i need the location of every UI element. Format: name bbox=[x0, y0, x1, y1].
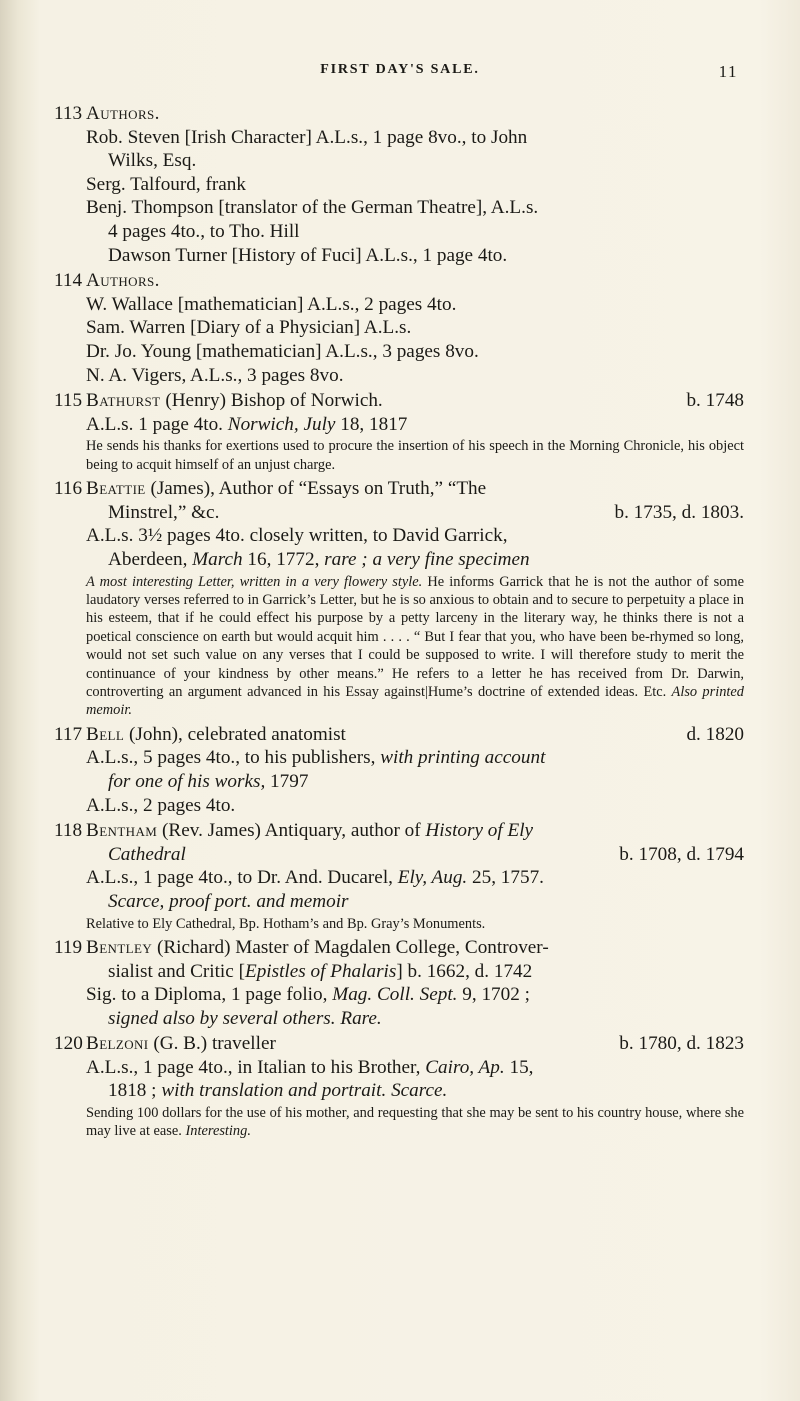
lot-dates: b. 1780, d. 1823 bbox=[619, 1033, 744, 1055]
lot-dates: b. 1708, d. 1794 bbox=[619, 843, 744, 865]
lot-line: 1797 bbox=[265, 770, 309, 792]
lot-heading-rest: (James), Author of “Essays on Truth,” “The bbox=[145, 478, 487, 500]
lot-line: Sig. to a Diploma, 1 page folio, bbox=[86, 984, 333, 1006]
lot-number: 118 bbox=[54, 820, 83, 842]
lot-heading: Authors. bbox=[86, 270, 160, 292]
lot-note-italic: Interesting. bbox=[185, 1123, 251, 1140]
lot-line: 9, 1702 ; bbox=[457, 984, 530, 1006]
lot-heading: Bathurst bbox=[86, 390, 161, 412]
lot-dates: b. 1748 bbox=[686, 390, 744, 412]
lot-line-italic: Mag. Coll. Sept. bbox=[332, 984, 458, 1006]
lot-line-italic: with translation and portrait. Scarce. bbox=[161, 1080, 448, 1102]
lot-line-italic: Epistles of Phalaris bbox=[244, 960, 397, 982]
lot-note: He sends his thanks for exertions used to procure the insertion of his speech in the Morning Chronicle, his object being to acquit himself of an unjust charge. bbox=[86, 438, 744, 473]
lot-line: 1818 ; bbox=[108, 1080, 162, 1102]
lot-line-italic: signed also by several others. Rare. bbox=[108, 1007, 382, 1029]
lot-117 bbox=[54, 723, 744, 817]
lot-line-italic: Norwich, July bbox=[227, 413, 336, 435]
lot-line: 15, bbox=[504, 1056, 534, 1078]
lot-line: 18, 1817 bbox=[335, 413, 408, 435]
lot-note bbox=[54, 573, 744, 720]
lot-note-italic: Also printed memoir. bbox=[86, 683, 744, 719]
lot-line: Benj. Thompson [translator of the German Theatre], A.L.s. bbox=[86, 197, 539, 219]
lot-note-text: He informs Garrick that he is not the author of some laudatory verses referred to in Garrick’s Letter, but he is so anxious to obtain and to secure to perpetuity a place in his esteem, that if he could effect his purpose by a petty larceny in the literary way, he thinks there is not a poetical conscience on earth but would acquit him . . . . “ But I fear that you, who have been be-rhymed so long, would not set such value on any verses that I could be supposed to write. I will therefore study to merit the continuance of your kindness by other means.” He refers to a letter he has received from Dr. Darwin, controverting an argument advanced in his Essay against|Hume’s doctrine of extended ideas. Etc. bbox=[86, 573, 744, 700]
page-number: 11 bbox=[718, 62, 738, 81]
lot-heading-rest: (Rev. James) Antiquary, author of bbox=[157, 820, 426, 842]
lot-number: 117 bbox=[54, 723, 83, 745]
lot-line-italic: rare ; a very fine specimen bbox=[324, 548, 530, 570]
lot-line-italic: Scarce, proof port. and memoir bbox=[108, 890, 349, 912]
lot-line: Serg. Talfourd, frank bbox=[86, 173, 246, 195]
lot-119 bbox=[54, 936, 744, 1030]
lot-dates: b. 1735, d. 1803. bbox=[614, 501, 744, 523]
lot-line: A.L.s., 1 page 4to., to Dr. And. Ducarel, bbox=[86, 867, 398, 889]
lot-number: 114 bbox=[54, 270, 83, 292]
running-title: FIRST DAY'S SALE. bbox=[320, 62, 480, 77]
lot-line: W. Wallace [mathematician] A.L.s., 2 pages 4to. bbox=[86, 293, 457, 315]
lot-heading-rest: (John), celebrated anatomist bbox=[124, 723, 346, 745]
lot-line: Aberdeen, bbox=[108, 548, 193, 570]
lot-line-italic: Cairo, Ap. bbox=[425, 1056, 505, 1078]
lot-heading-rest: (Henry) Bishop of Norwich. bbox=[160, 390, 383, 412]
lot-heading: Authors. bbox=[86, 103, 160, 124]
lot-heading: Bell bbox=[86, 723, 125, 745]
lot-line-italic: Ely, Aug. bbox=[397, 867, 468, 889]
lot-number: 120 bbox=[54, 1033, 83, 1055]
lot-line-italic: with printing account bbox=[380, 747, 546, 769]
lot-note bbox=[54, 1104, 744, 1141]
lot-line: Dr. Jo. Young [mathematician] A.L.s., 3 pages 8vo. bbox=[86, 340, 479, 362]
lot-line: Dawson Turner [History of Fuci] A.L.s., 1 page 4to. bbox=[108, 244, 508, 266]
lot-note-text: Sending 100 dollars for the use of his mother, and requesting that she may be sent to his country house, where she may live at ease. bbox=[86, 1105, 744, 1140]
lot-heading-rest: (Richard) Master of Magdalen College, Controver- bbox=[152, 936, 549, 958]
lot-116 bbox=[54, 477, 744, 720]
lot-number: 113 bbox=[54, 103, 83, 124]
lot-line: A.L.s., 1 page 4to., in Italian to his Brother, bbox=[86, 1056, 426, 1078]
lot-115 bbox=[54, 389, 744, 474]
lot-number: 115 bbox=[54, 390, 83, 412]
lot-heading-rest: (G. B.) traveller bbox=[148, 1033, 276, 1055]
lot-line: Wilks, Esq. bbox=[108, 150, 197, 172]
lot-list bbox=[54, 102, 744, 1144]
lot-line: N. A. Vigers, A.L.s., 3 pages 8vo. bbox=[86, 364, 344, 386]
lot-line: A.L.s. 3½ pages 4to. closely written, to David Garrick, bbox=[86, 525, 508, 547]
lot-line: 25, 1757. bbox=[467, 867, 544, 889]
lot-line: 16, 1772, bbox=[242, 548, 325, 570]
lot-line: A.L.s. 1 page 4to. bbox=[86, 413, 228, 435]
lot-line: A.L.s., 2 pages 4to. bbox=[86, 794, 236, 816]
lot-line: A.L.s., 5 pages 4to., to his publishers, bbox=[86, 747, 381, 769]
lot-line-italic: for one of his works, bbox=[108, 770, 266, 792]
lot-113 bbox=[54, 102, 744, 267]
lot-dates: d. 1820 bbox=[686, 723, 744, 745]
lot-line-italic: Cathedral bbox=[108, 843, 186, 865]
lot-line-italic: March bbox=[192, 548, 243, 570]
lot-line: Rob. Steven [Irish Character] A.L.s., 1 page 8vo., to John bbox=[86, 126, 528, 148]
lot-line: sialist and Critic [ bbox=[108, 960, 245, 982]
lot-heading-italic: History of Ely bbox=[425, 820, 534, 842]
lot-114 bbox=[54, 269, 744, 387]
lot-heading: Bentley bbox=[86, 936, 153, 958]
lot-note-italic: A most interesting Letter, written in a very flowery style. bbox=[86, 573, 423, 590]
lot-line: Sam. Warren [Diary of a Physician] A.L.s. bbox=[86, 317, 412, 339]
lot-heading: Belzoni bbox=[86, 1033, 149, 1055]
lot-note: Relative to Ely Cathedral, Bp. Hotham’s and Bp. Gray’s Monuments. bbox=[86, 915, 486, 932]
lot-118 bbox=[54, 819, 744, 933]
lot-line: Minstrel,” &c. bbox=[108, 501, 220, 523]
lot-line: 4 pages 4to., to Tho. Hill bbox=[108, 220, 300, 242]
lot-line: ] b. 1662, d. 1742 bbox=[396, 960, 533, 982]
lot-number: 119 bbox=[54, 936, 83, 958]
lot-120 bbox=[54, 1032, 744, 1141]
lot-number: 116 bbox=[54, 478, 83, 500]
lot-heading: Bentham bbox=[86, 820, 158, 842]
lot-heading: Beattie bbox=[86, 478, 146, 500]
